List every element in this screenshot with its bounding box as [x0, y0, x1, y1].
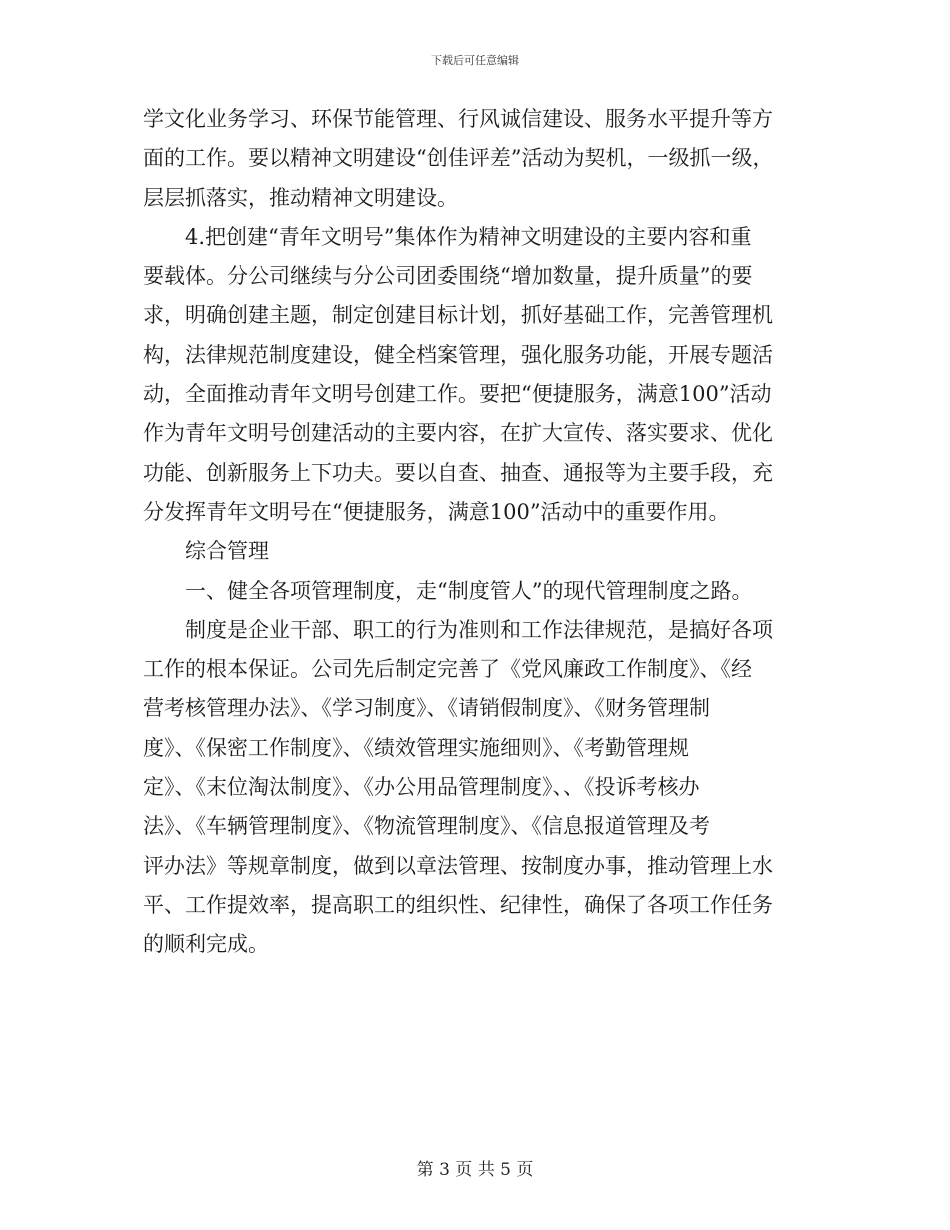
body-line: 要载体。分公司继续与分公司团委围绕“增加数量，提升质量”的要 [143, 264, 753, 289]
body-line: 求，明确创建主题，制定创建目标计划，抓好基础工作，完善管理机 [143, 303, 773, 328]
body-line: 作为青年文明号创建活动的主要内容，在扩大宣传、落实要求、优化 [143, 421, 773, 446]
body-line: 平、工作提效率，提高职工的组织性、纪律性，确保了各项工作任务 [143, 892, 773, 917]
paragraph-start-line: 制度是企业干部、职工的行为准则和工作法律规范，是搞好各项 [185, 617, 773, 642]
body-line: 动，全面推动青年文明号创建工作。要把“便捷服务，满意100”活动 [143, 382, 772, 407]
body-line: 的顺利完成。 [143, 932, 269, 957]
body-line: 法》、《车辆管理制度》、《物流管理制度》、《信息报道管理及考 [143, 814, 710, 839]
body-line: 层层抓落实，推动精神文明建设。 [143, 185, 458, 210]
subsection-heading: 一、健全各项管理制度，走“制度管人”的现代管理制度之路。 [185, 578, 753, 603]
paragraph-start-line: 4.把创建“青年文明号”集体作为精神文明建设的主要内容和重 [185, 224, 752, 249]
page-number-footer: 第 3 页 共 5 页 [416, 1160, 534, 1180]
body-line: 定》、《末位淘汰制度》、《办公用品管理制度》、、《投诉考核办 [143, 775, 700, 800]
body-line: 分发挥青年文明号在“便捷服务，满意100”活动中的重要作用。 [143, 499, 730, 524]
page-header-note: 下载后可任意编辑 [431, 54, 519, 67]
body-line: 学文化业务学习、环保节能管理、行风诚信建设、服务水平提升等方 [143, 107, 773, 131]
body-line: 构，法律规范制度建设，健全档案管理，强化服务功能，开展专题活 [143, 342, 773, 367]
body-line: 评办法》等规章制度，做到以章法管理、按制度办事，推动管理上水 [143, 853, 773, 878]
section-heading: 综合管理 [185, 539, 269, 564]
body-line: 面的工作。要以精神文明建设“创佳评差”活动为契机，一级抓一级， [143, 146, 774, 171]
document-body [143, 100, 803, 965]
body-line: 功能、创新服务上下功夫。要以自查、抽查、通报等为主要手段，充 [143, 460, 773, 485]
body-line: 工作的根本保证。公司先后制定完善了《党风廉政工作制度》、《经 [143, 657, 752, 682]
body-line: 营考核管理办法》、《学习制度》、《请销假制度》、《财务管理制 [143, 696, 710, 721]
body-line: 度》、《保密工作制度》、《绩效管理实施细则》、《考勤管理规 [143, 735, 689, 760]
